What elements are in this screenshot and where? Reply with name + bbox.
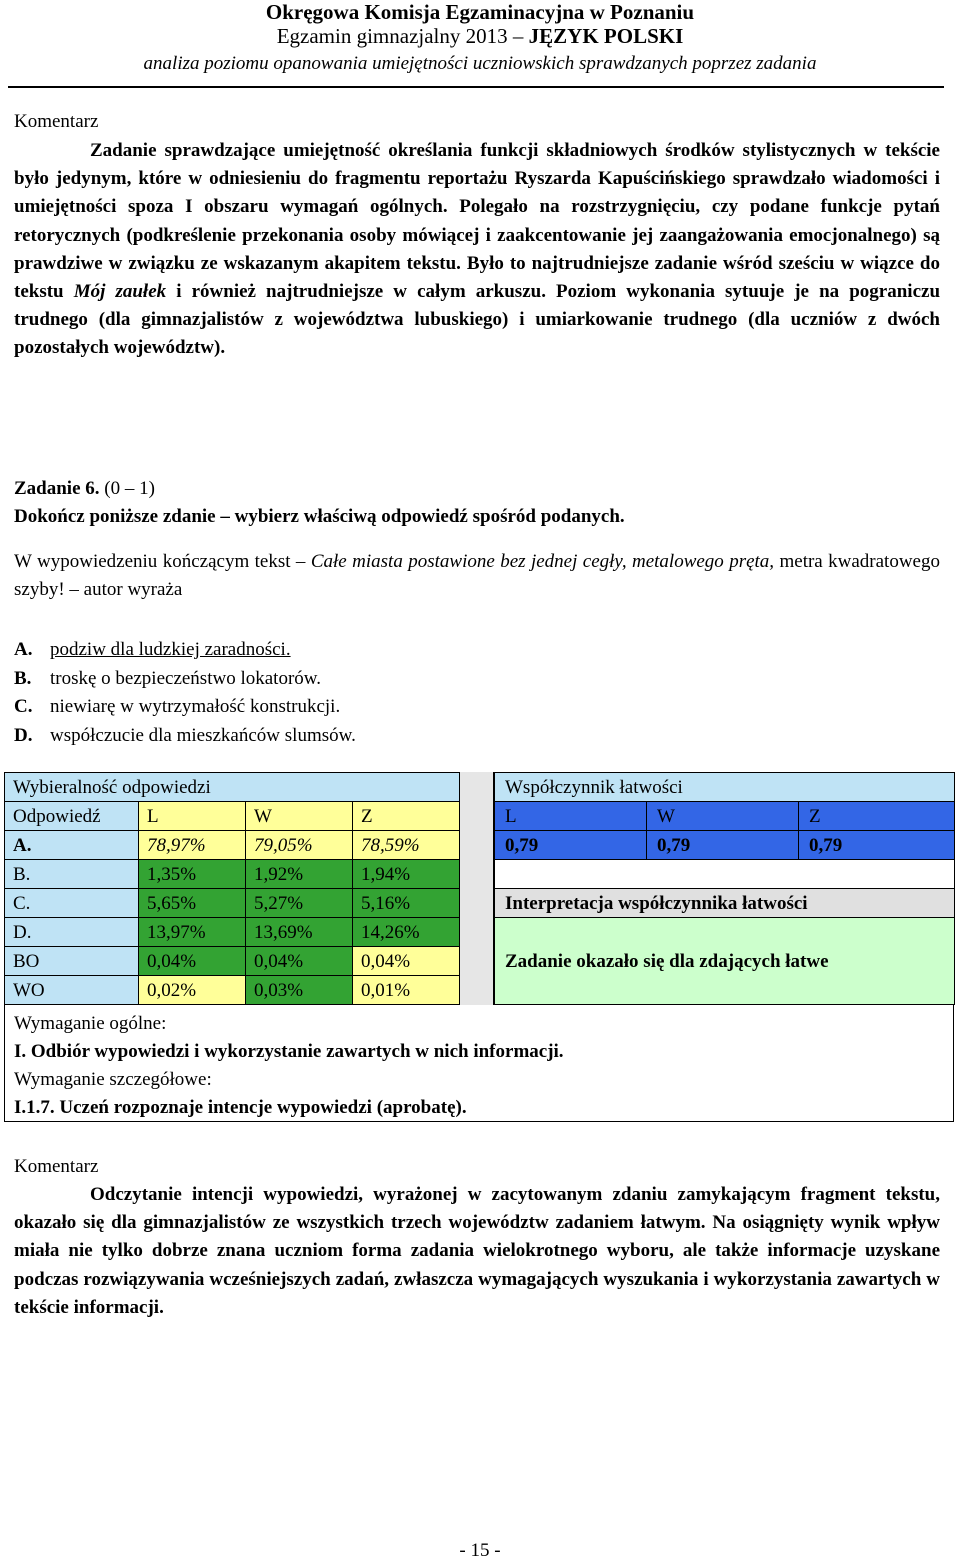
- table-row: [5, 860, 460, 889]
- option-c: [14, 693, 356, 722]
- cell-value: 0,03%: [246, 976, 353, 1005]
- option-key: C.: [14, 696, 33, 717]
- separator-column: [459, 772, 494, 1005]
- cell-value: 0,04%: [246, 947, 353, 976]
- comment2-title: Komentarz: [14, 1156, 99, 1177]
- cell-value: 5,65%: [139, 889, 246, 918]
- option-b: [14, 665, 356, 694]
- task-stem-quote: Całe miasta postawione bez jednej cegły, metalowego pręta,: [310, 551, 775, 572]
- cell-value: 14,26%: [353, 918, 460, 947]
- interpretation-title: Interpretacja współczynnika łatwości: [495, 889, 955, 918]
- option-text: niewiarę w wytrzymałość konstrukcji.: [50, 696, 341, 717]
- cell-value: 5,27%: [246, 889, 353, 918]
- comment1-text: [14, 137, 940, 363]
- selection-title: Wybieralność odpowiedzi: [5, 773, 460, 802]
- cell-value: 5,16%: [353, 889, 460, 918]
- table-row: [5, 918, 460, 947]
- cell-value: 0,04%: [139, 947, 246, 976]
- facility-title: Współczynnik łatwości: [495, 773, 955, 802]
- cell-value: 1,35%: [139, 860, 246, 889]
- option-key: B.: [14, 667, 32, 689]
- facility-empty-row: [495, 860, 955, 889]
- col-answer: Odpowiedź: [5, 802, 139, 831]
- cell-value: 1,92%: [246, 860, 353, 889]
- facility-panel: [494, 772, 955, 1005]
- facility-value-l: 0,79: [495, 831, 647, 860]
- option-key: D.: [14, 724, 33, 746]
- page-number: - 15 -: [459, 1540, 501, 1561]
- header-subtitle: analiza poziomu opanowania umiejętności uczniowskich sprawdzanych poprzez zadania: [143, 53, 817, 74]
- option-d: [14, 722, 356, 751]
- header-institution: Okręgowa Komisja Egzaminacyjna w Poznaniu: [265, 0, 695, 24]
- col-w: W: [246, 802, 353, 831]
- answer-options: [14, 636, 356, 750]
- cell-value: 0,04%: [353, 947, 460, 976]
- comment1-text-b: i również najtrudniejsze w całym arkuszu. Poziom wykonania sytuuje je na pograniczu trudnego (dla gimnazjalistów z województwa lubuskiego) i umiarkowanie trudnego (dla uczniów z dwóch pozostałych województw).: [14, 281, 941, 359]
- req-general: I. Odbiór wypowiedzi i wykorzystanie zawartych w nich informacji.: [14, 1041, 564, 1062]
- comment2-text: Odczytanie intencji wypowiedzi, wyrażonej w zacytowanym zdaniu zamykającym fragment tekstu, okazało się dla gimnazjalistów ze wszystkich trzech województw zadaniem łatwym. Na osiągnięty wynik wpływ miała nie tylko dobrze znana uczniom forma zadania wielokrotnego wyboru, ale także informacje uzyskane podczas rozwiązywania wcześniejszych zadań, zwłaszcza wymagających wyszukania i wykorzystania zawartych w tekście informacji.: [14, 1184, 940, 1318]
- facility-value-w: 0,79: [647, 831, 799, 860]
- comment1-text-italic: Mój zaułek: [73, 281, 167, 303]
- row-label: B.: [5, 860, 139, 889]
- table-row: [5, 889, 460, 918]
- table-row: [5, 947, 460, 976]
- option-key: A.: [14, 639, 33, 660]
- row-label: C.: [5, 889, 139, 918]
- answer-selection-table: [4, 772, 460, 1005]
- option-a: [14, 636, 356, 665]
- facility-col-z: Z: [799, 802, 955, 831]
- cell-value: 78,59%: [353, 831, 460, 860]
- task-points: (0 – 1): [104, 478, 155, 499]
- col-l: L: [139, 802, 246, 831]
- cell-value: 78,97%: [139, 831, 246, 860]
- header-divider: [8, 86, 944, 88]
- cell-value: 1,94%: [353, 860, 460, 889]
- comment1-title: Komentarz: [14, 111, 99, 132]
- cell-value: 79,05%: [246, 831, 353, 860]
- facility-value-z: 0,79: [799, 831, 955, 860]
- task-title: Zadanie 6.: [14, 478, 100, 499]
- cell-value: 0,01%: [353, 976, 460, 1005]
- row-label: WO: [5, 976, 139, 1005]
- header-exam: [0, 24, 960, 48]
- row-label: BO: [5, 947, 139, 976]
- cell-value: 13,69%: [246, 918, 353, 947]
- task-heading: [14, 475, 155, 503]
- req-detail-label: Wymaganie szczegółowe:: [14, 1069, 212, 1090]
- comment1-text-a: Zadanie sprawdzające umiejętność określania funkcji składniowych środków stylistycznych w tekście było jedynym, które w odniesieniu do fragmentu reportażu Ryszarda Kapuścińskiego sprawdzało wiadomości i umiejętności spoza I obszaru wymagań ogólnych. Polegało na rozstrzygnięciu, czy podane funkcje pytań retorycznych (podkreślenie przekonania osoby mówiącej i zaakcentowanie jej zaangażowania emocjonalnego) są prawdziwe w związku ze wskazanym akapitem tekstu. Było to najtrudniejsze zadanie wśród sześciu w wiązce do tekstu: [14, 140, 940, 303]
- req-detail: I.1.7. Uczeń rozpoznaje intencje wypowiedzi (aprobatę).: [14, 1097, 467, 1118]
- cell-value: 0,02%: [139, 976, 246, 1005]
- table-row: [5, 831, 460, 860]
- row-label: A.: [5, 831, 139, 860]
- table-row: [5, 976, 460, 1005]
- col-z: Z: [353, 802, 460, 831]
- task-stem-prefix: W wypowiedzeniu kończącym tekst –: [14, 551, 306, 572]
- header-exam-prefix: Egzamin gimnazjalny 2013 –: [276, 24, 524, 48]
- option-text: podziw dla ludzkiej zaradności.: [50, 639, 291, 660]
- option-text: współczucie dla mieszkańców slumsów.: [50, 724, 356, 746]
- header-subject: JĘZYK POLSKI: [528, 24, 684, 48]
- facility-col-l: L: [495, 802, 647, 831]
- cell-value: 13,97%: [139, 918, 246, 947]
- req-general-label: Wymaganie ogólne:: [14, 1013, 167, 1034]
- row-label: D.: [5, 918, 139, 947]
- task-instruction: Dokończ poniższe zdanie – wybierz właściwą odpowiedź spośród podanych.: [14, 506, 625, 527]
- task-stem: [14, 548, 940, 604]
- interpretation-text: Zadanie okazało się dla zdających łatwe: [495, 918, 955, 1005]
- facility-table: [494, 772, 955, 1005]
- task-stem-suffix: metra kwadratowego szyby! – autor wyraża: [14, 551, 940, 601]
- option-text: troskę o bezpieczeństwo lokatorów.: [50, 667, 322, 689]
- facility-col-w: W: [647, 802, 799, 831]
